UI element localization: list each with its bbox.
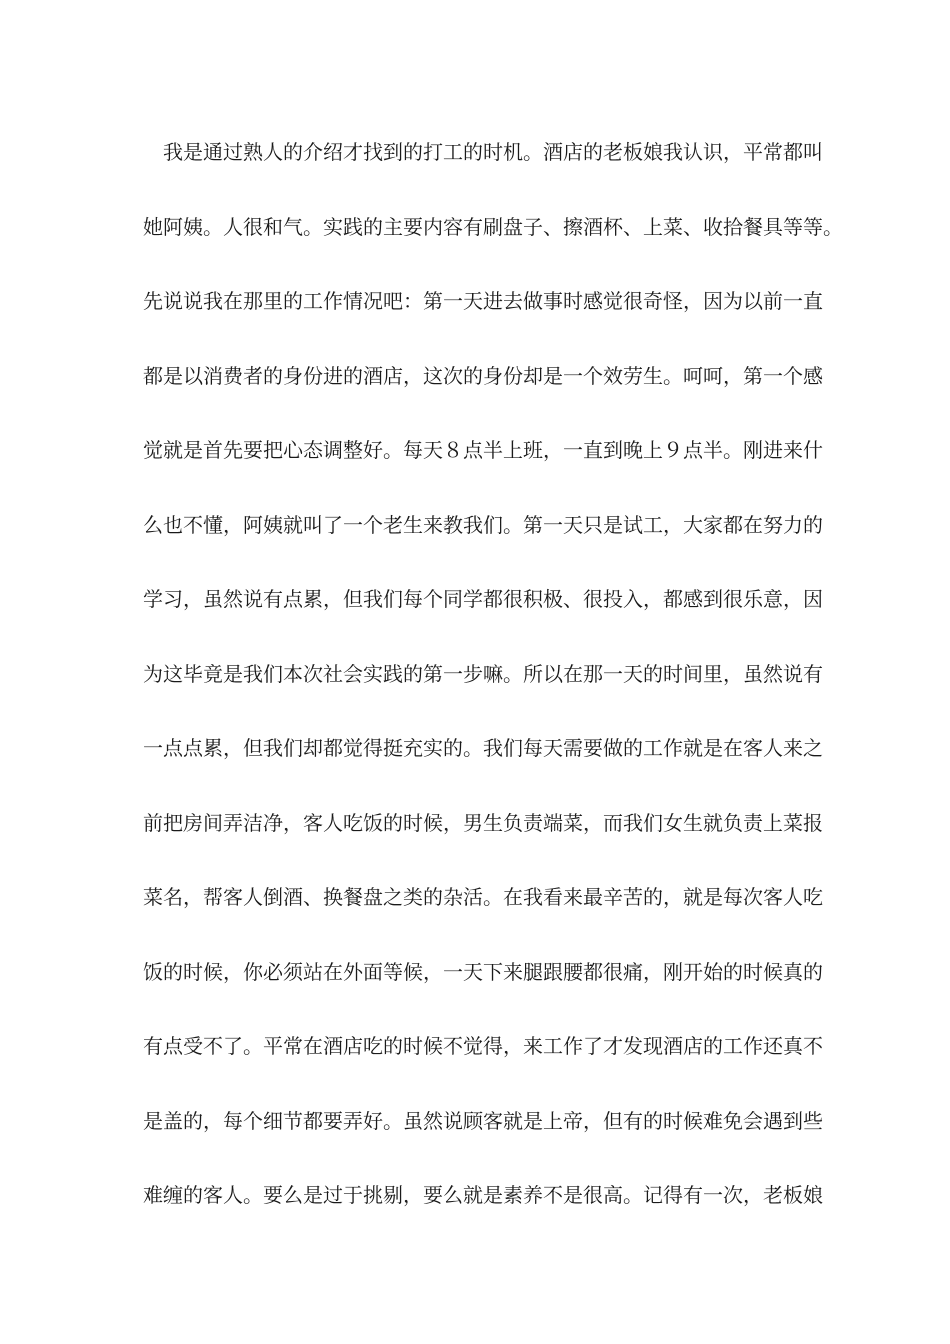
text-line: 我是通过熟人的介绍才找到的打工的时机。酒店的老板娘我认识，平常都叫 xyxy=(143,140,823,164)
body-text xyxy=(143,126,843,1244)
text-line: 么也不懂，阿姨就叫了一个老生来教我们。第一天只是试工，大家都在努力的 xyxy=(143,512,823,537)
text-line: 觉就是首先要把心态调整好。每天８点半上班，一直到晚上９点半。刚进来什 xyxy=(143,438,823,462)
text-line: 前把房间弄洁净，客人吃饭的时候，男生负责端菜，而我们女生就负责上菜报 xyxy=(143,810,823,835)
text-line: 难缠的客人。要么是过于挑剔，要么就是素养不是很高。记得有一次，老板娘 xyxy=(143,1183,823,1207)
text-line: 学习，虽然说有点累，但我们每个同学都很积极、很投入，都感到很乐意，因 xyxy=(143,587,823,611)
text-line: 是盖的，每个细节都要弄好。虽然说顾客就是上帝，但有的时候难免会遇到些 xyxy=(143,1108,823,1133)
text-line: 为这毕竟是我们本次社会实践的第一步嘛。所以在那一天的时间里，虽然说有 xyxy=(143,661,823,686)
text-line: 菜名，帮客人倒酒、换餐盘之类的杂活。在我看来最辛苦的，就是每次客人吃 xyxy=(143,885,823,909)
text-line: 有点受不了。平常在酒店吃的时候不觉得，来工作了才发现酒店的工作还真不 xyxy=(143,1034,823,1058)
text-line: 她阿姨。人很和气。实践的主要内容有刷盘子、擦酒杯、上菜、收拾餐具等等。 xyxy=(143,214,843,239)
text-line: 都是以消费者的身份进的酒店，这次的身份却是一个效劳生。呵呵，第一个感 xyxy=(143,363,823,388)
text-line: 一点点累，但我们却都觉得挺充实的。我们每天需要做的工作就是在客人来之 xyxy=(143,736,823,760)
text-line: 先说说我在那里的工作情况吧：第一天进去做事时感觉很奇怪，因为以前一直 xyxy=(143,289,823,313)
text-line: 饭的时候，你必须站在外面等候，一天下来腿跟腰都很痛，刚开始的时候真的 xyxy=(143,959,823,984)
